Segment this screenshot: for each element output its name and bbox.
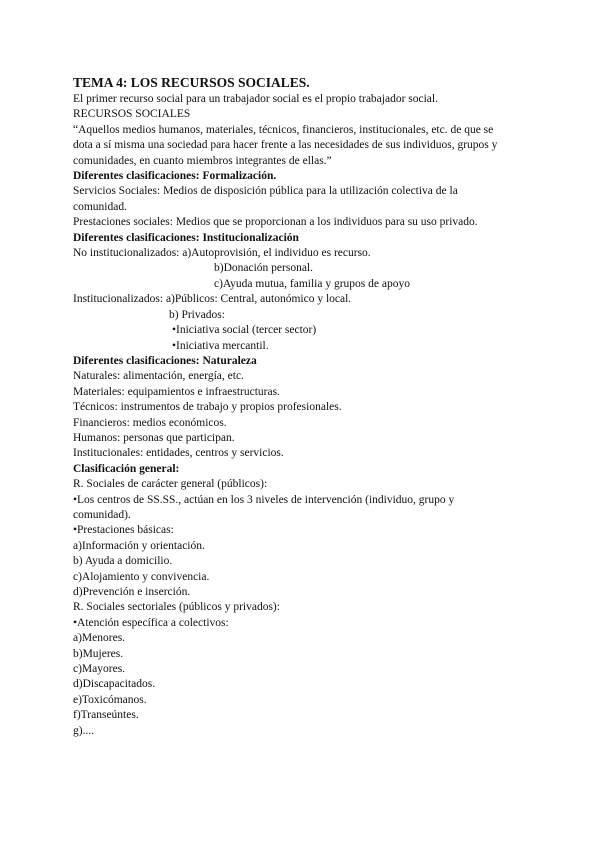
centros-ss-text: •Los centros de SS.SS., actúan en los 3 niveles de intervención (individuo, grupo y comunidad). [73,493,455,521]
iniciativa-social: •Iniciativa social (tercer sector) [172,324,317,337]
prestacion-basica-item: d)Prevención e inserción. [73,586,191,598]
rs-sectoriales: R. Sociales sectoriales (públicos y privados): [73,601,280,614]
atencion-colectivos-label: •Atención específica a colectivos: [73,616,229,629]
prestacion-basica-item: c)Alojamiento y convivencia. [73,570,210,583]
iniciativa-mercantil: •Iniciativa mercantil. [172,339,269,352]
naturaleza-item: Materiales: equipamientos e infraestructuras. [73,385,280,398]
prestaciones-sociales-text: Prestaciones sociales: Medios que se proporcionan a los individuos para su uso privado. [73,216,478,229]
heading-clasificacion-general: Clasificación general: [73,462,180,475]
prestacion-basica-item: a)Información y orientación. [73,539,205,552]
naturaleza-item: Naturales: alimentación, energía, etc. [73,370,244,383]
naturaleza-item: Financieros: medios económicos. [73,416,227,429]
prestacion-basica-item: b) Ayuda a domicilio. [73,555,173,568]
no-institucionalizados-b: b)Donación personal. [214,262,313,275]
definition-quote: “Aquellos medios humanos, materiales, técnicos, financieros, institucionales, etc. de que se dota a sí misma una sociedad para hacer frente a las necesidades de sus individuos, grupos y comunidades, en cuanto miembros integrantes de ellas.” [73,123,498,167]
colectivo-item: d)Discapacitados. [73,678,156,691]
heading-naturaleza: Diferentes clasificaciones: Naturaleza [73,354,257,367]
colectivo-item: g).... [73,724,95,737]
colectivo-item: a)Menores. [73,632,126,645]
page-title: TEMA 4: LOS RECURSOS SOCIALES. [73,75,310,90]
no-institucionalizados-c: c)Ayuda mutua, familia y grupos de apoyo [214,277,410,290]
naturaleza-item: Humanos: personas que participan. [73,431,235,444]
prestaciones-basicas-label: •Prestaciones básicas: [73,524,174,537]
subtitle: RECURSOS SOCIALES [73,108,191,121]
heading-institucionalizacion: Diferentes clasificaciones: Institucionalización [73,231,299,244]
heading-formalizacion: Diferentes clasificaciones: Formalización. [73,170,277,183]
servicios-sociales-text: Servicios Sociales: Medios de disposición pública para la utilización colectiva de la comunidad. [73,185,458,213]
colectivo-item: f)Transeúntes. [73,709,139,722]
naturaleza-item: Institucionales: entidades, centros y servicios. [73,447,284,460]
naturaleza-item: Técnicos: instrumentos de trabajo y propios profesionales. [73,401,342,414]
institucionalizados-b: b) Privados: [169,308,225,321]
colectivo-item: c)Mayores. [73,663,126,676]
colectivo-item: b)Mujeres. [73,647,124,660]
institucionalizados-a: Institucionalizados: a)Públicos: Central, autonómico y local. [73,293,352,306]
rs-general: R. Sociales de carácter general (públicos): [73,478,268,491]
intro-text: El primer recurso social para un trabajador social es el propio trabajador social. [73,93,438,105]
no-institucionalizados-a: No institucionalizados: a)Autoprovisión, el individuo es recurso. [73,247,371,260]
colectivo-item: e)Toxicómanos. [73,693,147,706]
document-content [73,74,513,739]
